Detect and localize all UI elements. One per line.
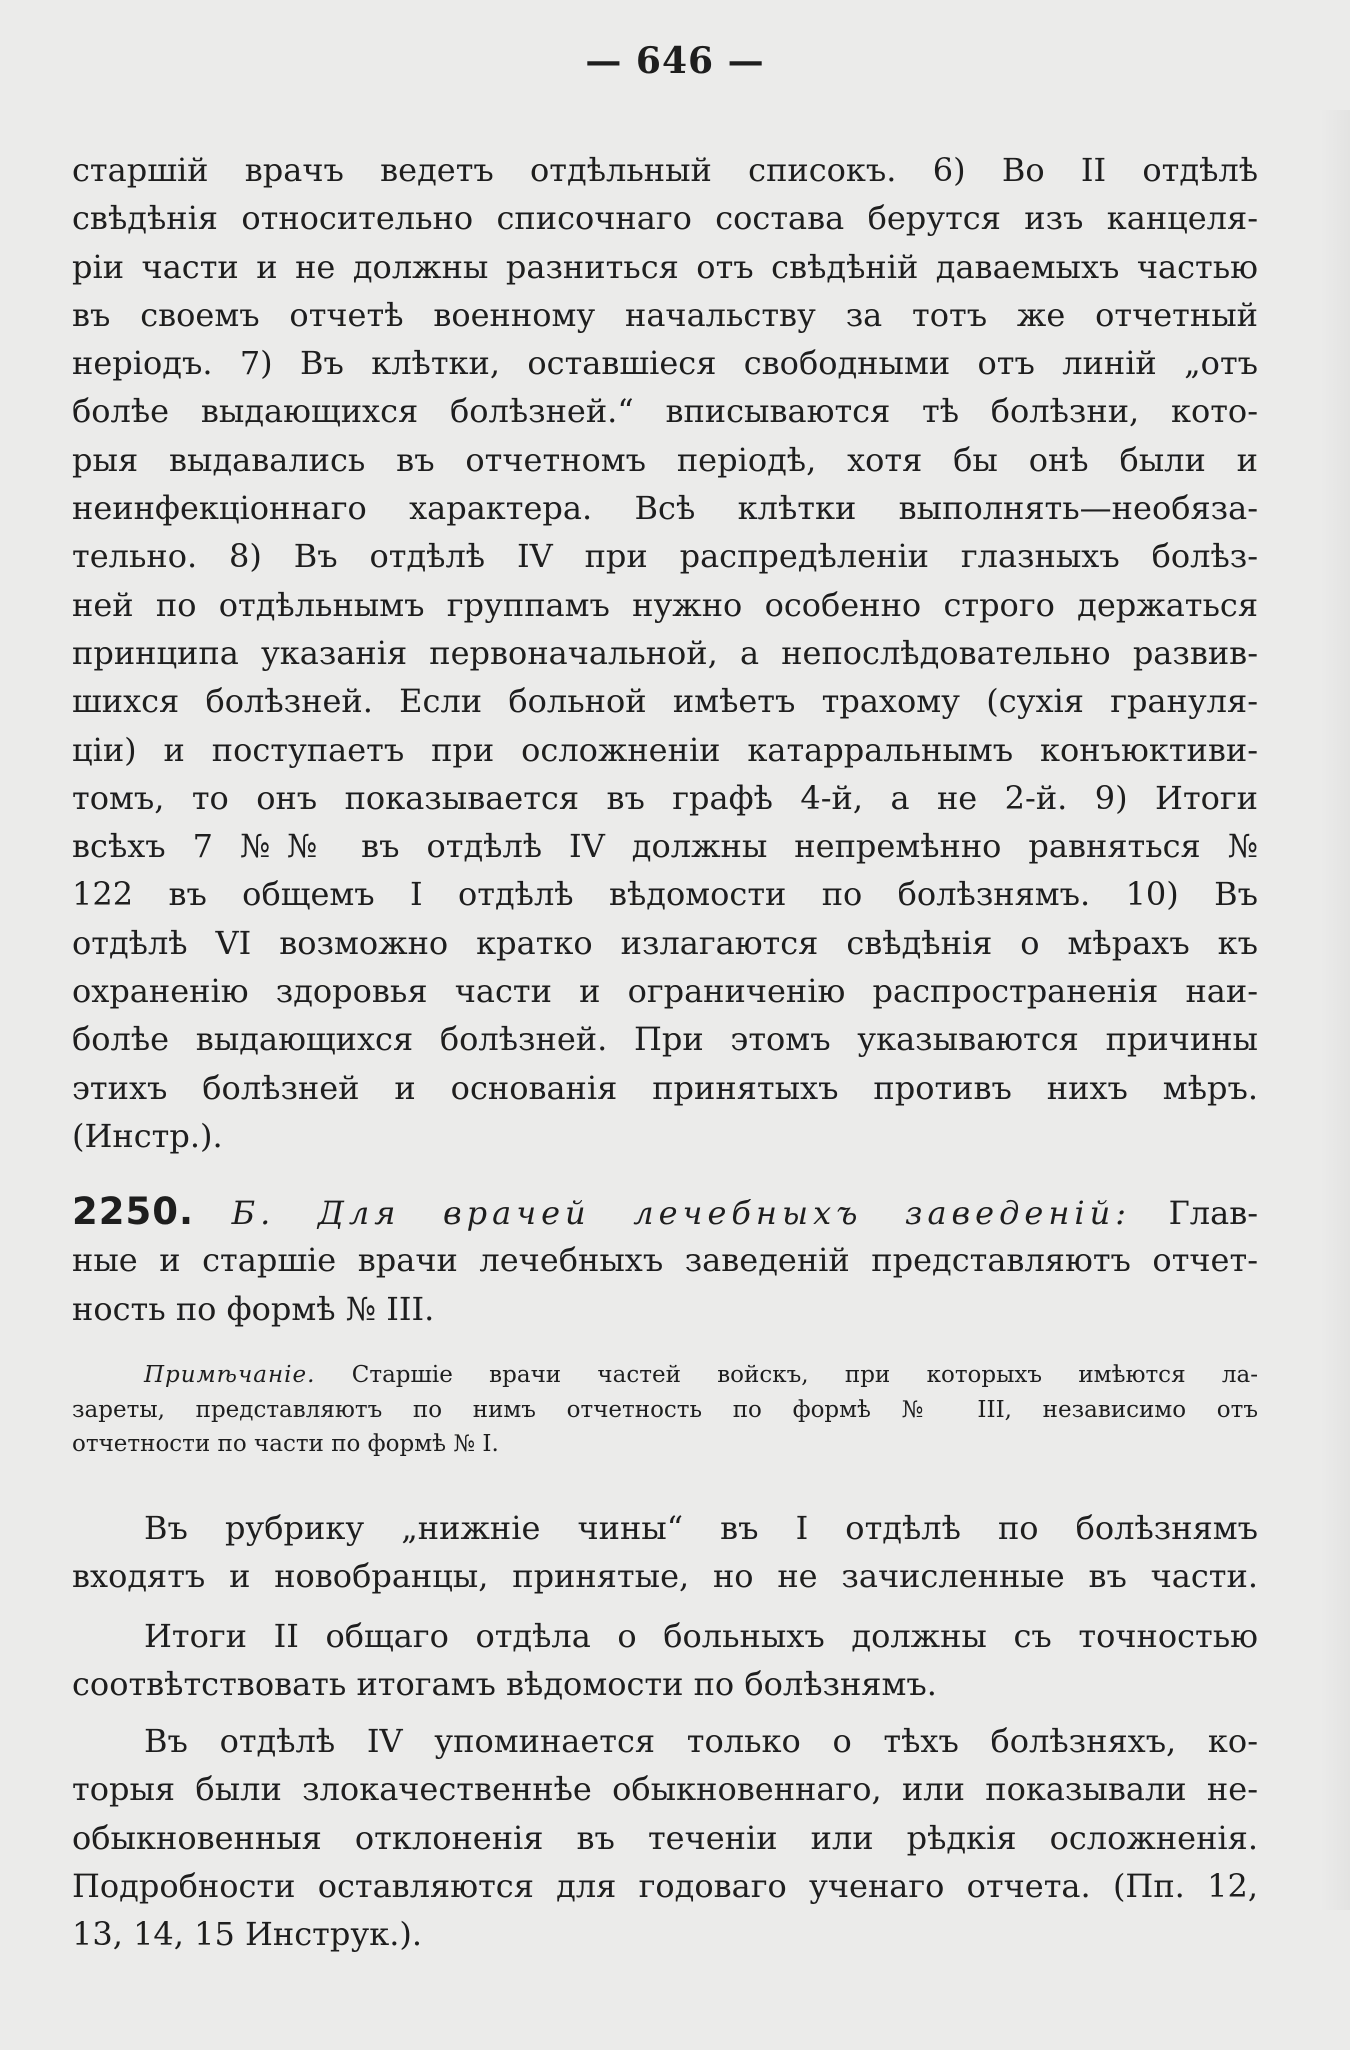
note-line: отчетности по части по формѣ № I. <box>72 1431 499 1458</box>
page-edge-shadow <box>1320 110 1350 1910</box>
paragraph-instructions <box>72 146 1258 1160</box>
note-line: зареты, представляютъ по нимъ отчетность по формѣ № III, независимо отъ <box>72 1396 1258 1423</box>
text-line: всѣхъ 7 №№ въ отдѣлѣ IV должны непремѣнно равняться № <box>72 827 1258 866</box>
text-line: старшій врачъ ведетъ отдѣльный списокъ. 6) Во II отдѣлѣ <box>72 151 1258 189</box>
text-line: Въ отдѣлѣ IV упоминается только о тѣхъ болѣзняхъ, ко- <box>144 1722 1258 1760</box>
text-line: неинфекціоннаго характера. Всѣ клѣтки выполнять—необяза- <box>72 489 1258 528</box>
text-fragment: Старшіе врачи частей войскъ, при которыхъ имѣются ла- <box>351 1362 1258 1388</box>
text-line: принципа указанія первоначальной, а непослѣдовательно развив- <box>72 633 1258 672</box>
section-heading: Б. Для врачей лечебныхъ заведеній: <box>231 1194 1132 1232</box>
text-line: ней по отдѣльнымъ группамъ нужно особенно строго держаться <box>72 585 1258 624</box>
text-line: болѣе выдающихся болѣзней.“ вписываются тѣ болѣзни, кото- <box>72 392 1258 431</box>
section-2250 <box>72 1188 1258 1333</box>
text-line: отдѣлѣ VI возможно кратко излагаются свѣдѣнія о мѣрахъ къ <box>72 923 1258 962</box>
text-line: томъ, то онъ показывается въ графѣ 4-й, а не 2-й. 9) Итоги <box>72 778 1258 817</box>
paragraph-rubric <box>72 1504 1258 1601</box>
text-line: ріи части и не должны разниться отъ свѣдѣній даваемыхъ частью <box>72 247 1258 286</box>
text-line: входятъ и новобранцы, принятые, но не зачисленные въ части. <box>72 1557 1258 1596</box>
text-line: въ своемъ отчетѣ военному начальству за тотъ же отчетный <box>72 295 1258 334</box>
text-line: тельно. 8) Въ отдѣлѣ IV при распредѣленіи глазныхъ болѣз- <box>72 537 1258 576</box>
text-line: ціи) и поступаетъ при осложненіи катарральнымъ конъюктиви- <box>72 730 1258 769</box>
text-fragment: Глав- <box>1168 1194 1258 1232</box>
text-line: 13, 14, 15 Инструк.). <box>72 1915 423 1954</box>
text-line: (Инстр.). <box>72 1116 223 1155</box>
text-line: болѣе выдающихся болѣзней. При этомъ указываются причины <box>72 1020 1258 1059</box>
footnote <box>72 1358 1258 1462</box>
paragraph-section-iv <box>72 1717 1258 1958</box>
page-number: — 646 — <box>585 40 765 82</box>
text-line: Итоги II общаго отдѣла о больныхъ должны съ точностью <box>144 1617 1258 1655</box>
text-line: Подробности оставляются для годоваго ученаго отчета. (Пп. 12, <box>72 1866 1258 1905</box>
text-line: этихъ болѣзней и основанія принятыхъ противъ нихъ мѣръ. <box>72 1068 1258 1107</box>
paragraph-totals <box>72 1612 1258 1709</box>
text-line: шихся болѣзней. Если больной имѣетъ трахому (сухія грануля- <box>72 682 1258 721</box>
text-line: соотвѣтствовать итогамъ вѣдомости по болѣзнямъ. <box>72 1665 937 1704</box>
section-heading-line <box>72 1188 1258 1236</box>
text-line: 122 въ общемъ I отдѣлѣ вѣдомости по болѣзнямъ. 10) Въ <box>72 875 1258 914</box>
text-line: свѣдѣнія относительно списочнаго состава берутся изъ канцеля- <box>72 199 1258 238</box>
text-line: торыя были злокачественнѣе обыкновеннаго, или показывали не- <box>72 1770 1258 1809</box>
text-line: неріодъ. 7) Въ клѣтки, оставшіеся свободными отъ линій „отъ <box>72 344 1258 383</box>
text-line: обыкновенныя отклоненія въ теченіи или рѣдкія осложненія. <box>72 1818 1258 1857</box>
text-line: ные и старшіе врачи лечебныхъ заведеній представляютъ отчет- <box>72 1241 1258 1280</box>
note-line <box>72 1358 1258 1393</box>
section-number: 2250. <box>72 1190 195 1233</box>
text-line: рыя выдавались въ отчетномъ періодѣ, хотя бы онѣ были и <box>72 440 1258 479</box>
text-line: ность по формѣ № III. <box>72 1289 435 1328</box>
text-line: Въ рубрику „нижніе чины“ въ I отдѣлѣ по болѣзнямъ <box>144 1509 1258 1547</box>
note-label: Примѣчаніе. <box>144 1362 316 1388</box>
text-line: охраненію здоровья части и ограниченію распространенія наи- <box>72 972 1258 1011</box>
